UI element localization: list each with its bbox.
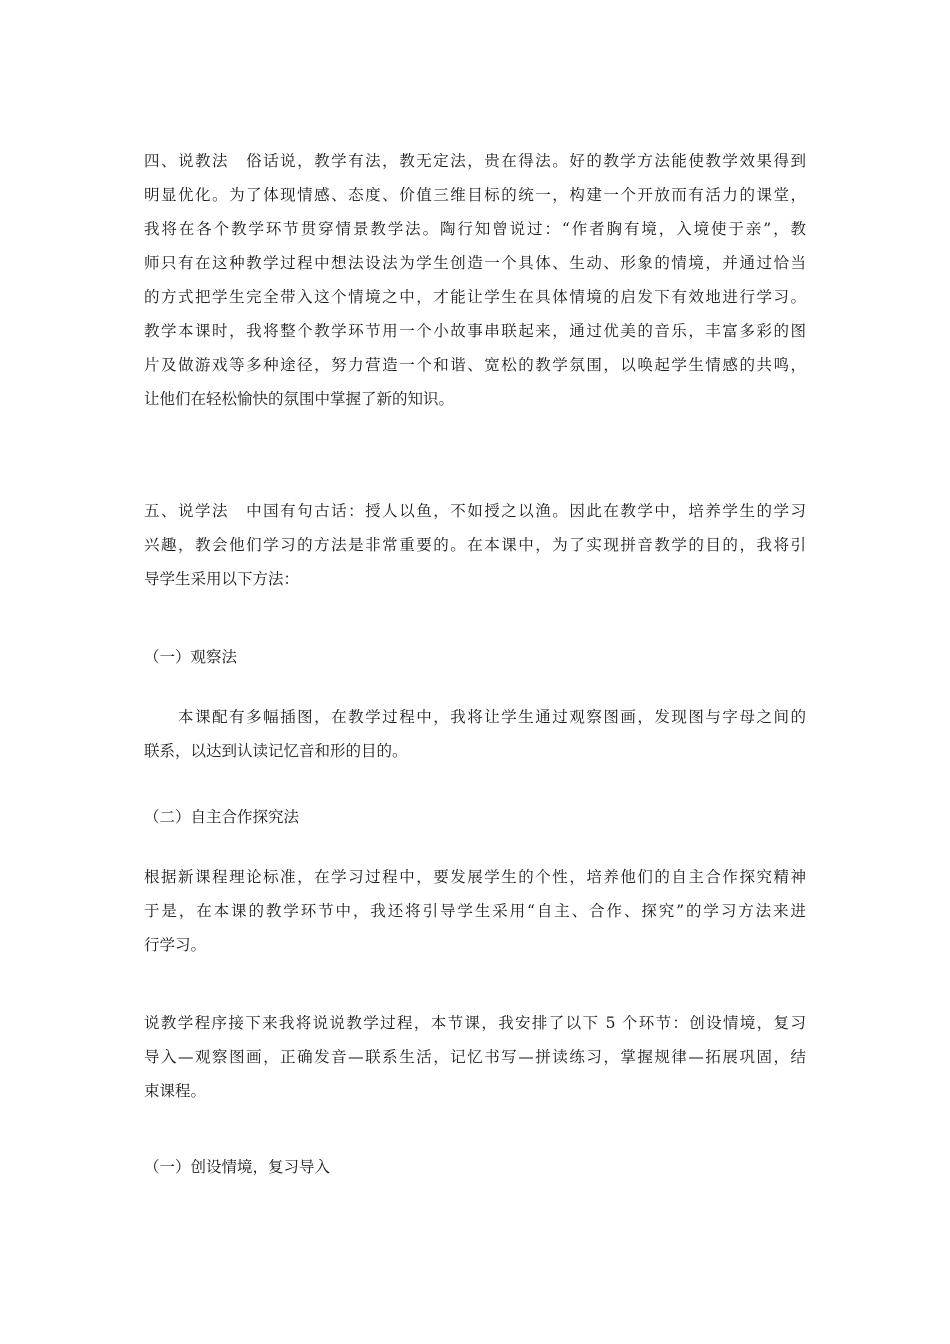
- learning-method-paragraph: [144, 494, 806, 596]
- paragraph-line: 教学本课时，我将整个教学环节用一个小故事串联起来，通过优美的音乐，丰富多彩的图: [144, 322, 806, 340]
- paragraph-line: 根据新课程理论标准，在学习过程中，要发展学生的个性，培养他们的自主合作探究精神: [144, 868, 806, 886]
- observation-heading: （一）观察法: [144, 648, 238, 666]
- paragraph-line: 片及做游戏等多种途径，努力营造一个和谐、宽松的教学氛围，以唤起学生情感的共鸣，: [144, 356, 806, 374]
- inquiry-heading: （二）自主合作探究法: [144, 808, 300, 826]
- paragraph-line: 导学生采用以下方法：: [144, 570, 300, 588]
- paragraph-line: 行学习。: [144, 936, 207, 954]
- paragraph-line: 说教学程序接下来我将说说教学过程，本节课，我安排了以下 5 个环节：创设情境，复习: [144, 1014, 806, 1032]
- paragraph-line: 让他们在轻松愉快的氛围中掌握了新的知识。: [144, 390, 455, 408]
- paragraph-line: 的方式把学生完全带入这个情境之中，才能让学生在具体情境的启发下有效地进行学习。: [144, 288, 806, 306]
- paragraph-line: 明显优化。为了体现情感、态度、价值三维目标的统一，构建一个开放而有活力的课堂，: [144, 186, 806, 204]
- paragraph-line: 束课程。: [144, 1082, 207, 1100]
- teaching-method-paragraph: [144, 144, 806, 416]
- paragraph-line: 我将在各个教学环节贯穿情景教学法。陶行知曾说过：“作者胸有境，入境使于亲”，教: [144, 220, 806, 238]
- paragraph-line: 联系，以达到认读记忆音和形的目的。: [144, 742, 408, 760]
- paragraph-line: 五、说学法 中国有句古话：授人以鱼，不如授之以渔。因此在教学中，培养学生的学习: [144, 502, 806, 520]
- step-one-heading: （一）创设情境，复习导入: [144, 1158, 331, 1176]
- observation-paragraph: [144, 700, 806, 768]
- procedure-paragraph: [144, 1006, 806, 1108]
- inquiry-paragraph: [144, 860, 806, 962]
- paragraph-line: 导入—观察图画，正确发音—联系生活，记忆书写—拼读练习，掌握规律—拓展巩固，结: [144, 1048, 806, 1066]
- paragraph-line: 师只有在这种教学过程中想法设法为学生创造一个具体、生动、形象的情境，并通过恰当: [144, 254, 806, 272]
- paragraph-line: 四、说教法 俗话说，教学有法，教无定法，贵在得法。好的教学方法能使教学效果得到: [144, 152, 806, 170]
- paragraph-line: 本课配有多幅插图，在教学过程中，我将让学生通过观察图画，发现图与字母之间的: [144, 708, 806, 726]
- paragraph-line: 兴趣，教会他们学习的方法是非常重要的。在本课中，为了实现拼音教学的目的，我将引: [144, 536, 806, 554]
- paragraph-line: 于是，在本课的教学环节中，我还将引导学生采用“自主、合作、探究”的学习方法来进: [144, 902, 806, 920]
